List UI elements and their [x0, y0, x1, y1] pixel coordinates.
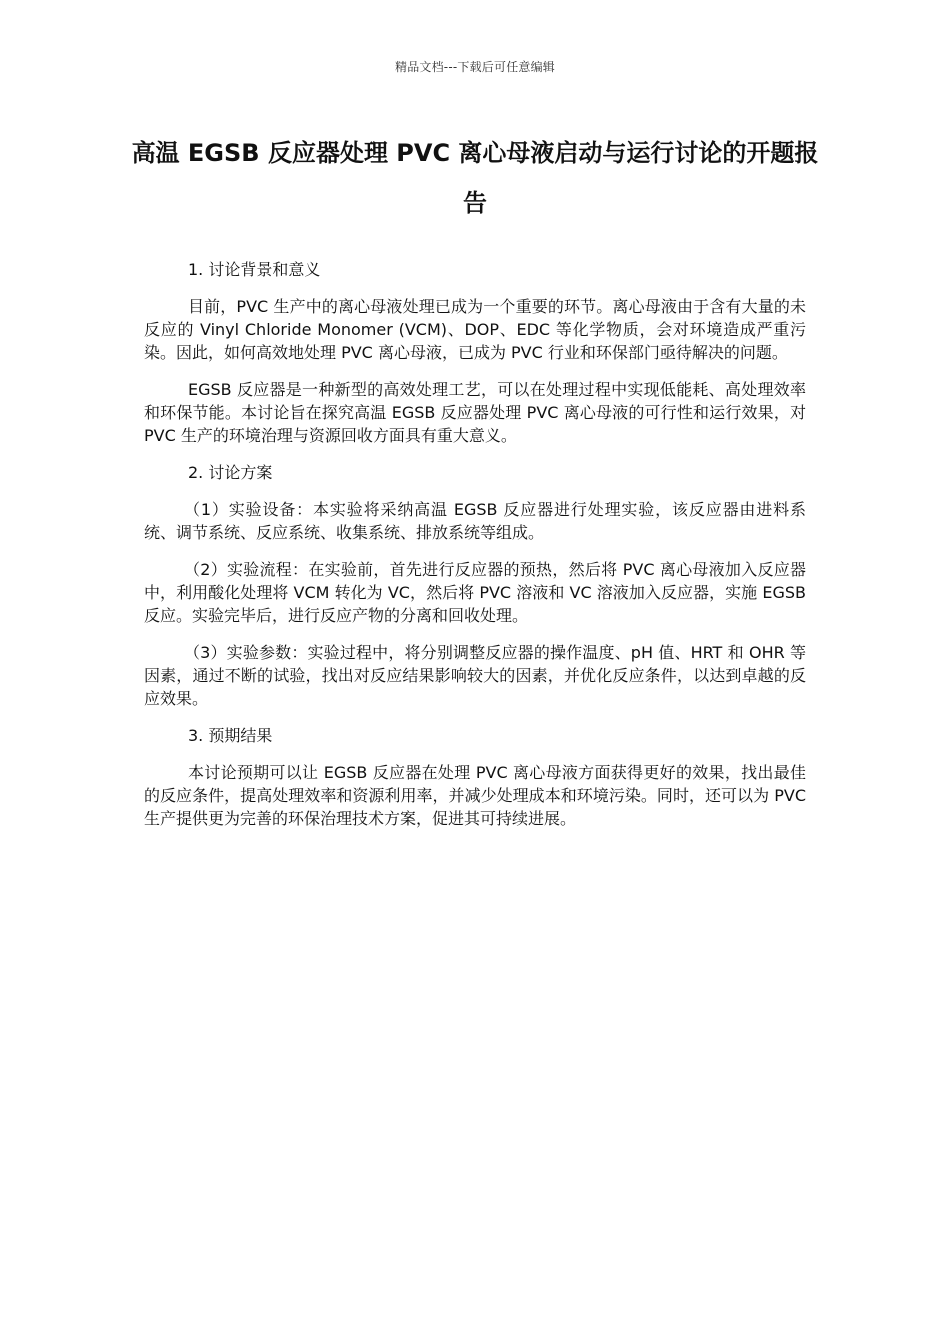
paragraph: （1）实验设备：本实验将采纳高温 EGSB 反应器进行处理实验，该反应器由进料系统、调节系统、反应系统、收集系统、排放系统等组成。 [144, 500, 806, 542]
paragraph: （2）实验流程：在实验前，首先进行反应器的预热，然后将 PVC 离心母液加入反应器中，利用酸化处理将 VCM 转化为 VC，然后将 PVC 溶液和 VC 溶液加入反应器，实施 EGSB 反应。实验完毕后，进行反应产物的分离和回收处理。 [144, 560, 806, 625]
section-heading-plan: 2. 讨论方案 [188, 463, 273, 482]
document-body [144, 258, 806, 844]
paragraph: EGSB 反应器是一种新型的高效处理工艺，可以在处理过程中实现低能耗、高处理效率和环保节能。本讨论旨在探究高温 EGSB 反应器处理 PVC 离心母液的可行性和运行效果，对 PVC 生产的环境治理与资源回收方面具有重大意义。 [144, 380, 806, 445]
paragraph: （3）实验参数：实验过程中，将分别调整反应器的操作温度、pH 值、HRT 和 OHR 等因素，通过不断的试验，找出对反应结果影响较大的因素，并优化反应条件，以达到卓越的反应效果。 [144, 643, 806, 708]
section-heading-expected-results: 3. 预期结果 [188, 726, 273, 745]
paragraph: 本讨论预期可以让 EGSB 反应器在处理 PVC 离心母液方面获得更好的效果，找出最佳的反应条件，提高处理效率和资源利用率，并减少处理成本和环境污染。同时，还可以为 PVC 生产提供更为完善的环保治理技术方案，促进其可持续进展。 [144, 763, 806, 828]
page-header-note: 精品文档---下载后可任意编辑 [395, 60, 555, 74]
document-title: 高温 EGSB 反应器处理 PVC 离心母液启动与运行讨论的开题报告 [131, 139, 819, 217]
section-heading-background: 1. 讨论背景和意义 [188, 260, 321, 279]
paragraph: 目前，PVC 生产中的离心母液处理已成为一个重要的环节。离心母液由于含有大量的未反应的 Vinyl Chloride Monomer (VCM)、DOP、EDC 等化学物质，会对环境造成严重污染。因此，如何高效地处理 PVC 离心母液，已成为 PVC 行业和环保部门亟待解决的问题。 [144, 297, 806, 362]
